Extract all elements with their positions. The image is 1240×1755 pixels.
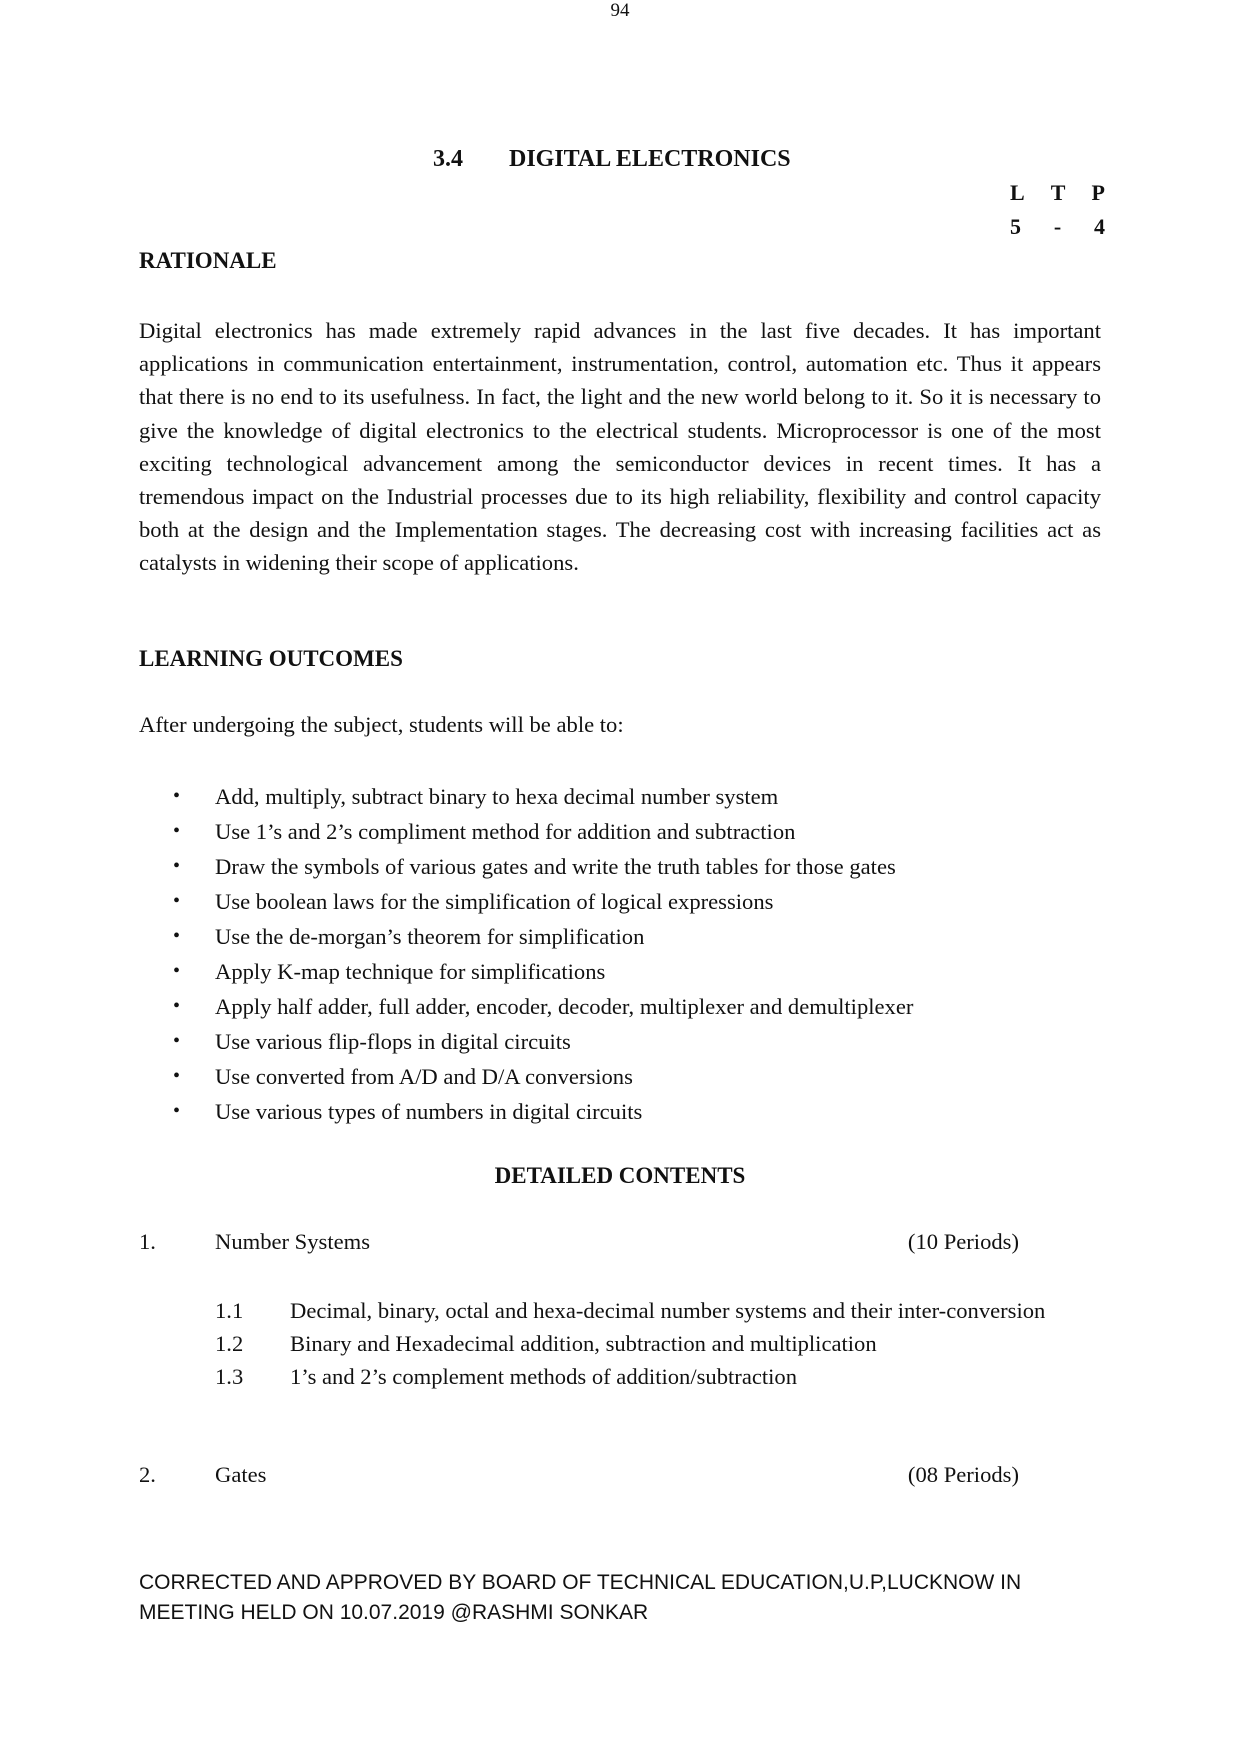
footer-note [139,1568,1099,1628]
bullet-icon: • [173,1065,181,1087]
outcome-text: Use converted from A/D and D/A conversions [215,1064,633,1089]
learning-outcomes-intro: After undergoing the subject, students will be able to: [139,712,624,737]
ltp-value-p: 4 [1093,214,1105,239]
ltp-header-l: L [1010,180,1025,205]
unit-number: 2. [139,1462,156,1487]
list-item [139,849,1101,884]
list-item [139,919,1101,954]
subtopic-number: 1.1 [215,1298,244,1323]
bullet-icon: • [173,960,181,982]
list-item [139,989,1101,1024]
bullet-icon: • [173,1030,181,1052]
subtopic-text: 1’s and 2’s complement methods of addition/subtraction [290,1364,798,1390]
page-number: 94 [610,0,630,21]
subtopic-text: Binary and Hexadecimal addition, subtraction and multiplication [290,1331,877,1357]
unit-row [139,1462,1019,1488]
footer-line-1: CORRECTED AND APPROVED BY BOARD OF TECHNICAL EDUCATION,U.P,LUCKNOW IN [139,1571,1022,1594]
list-item [215,1294,1101,1327]
list-item [139,814,1101,849]
ltp-header-p: P [1091,180,1105,205]
outcome-text: Apply half adder, full adder, encoder, decoder, multiplexer and demultiplexer [215,994,914,1019]
unit-title: Gates [215,1462,267,1487]
outcome-text: Add, multiply, subtract binary to hexa decimal number system [215,784,779,809]
section-title-text: DIGITAL ELECTRONICS [509,146,791,172]
outcome-text: Use various flip-flops in digital circuits [215,1029,571,1054]
list-item [139,954,1101,989]
list-item [139,884,1101,919]
rationale-heading: RATIONALE [139,248,277,273]
outcome-text: Draw the symbols of various gates and write the truth tables for those gates [215,854,896,879]
section-number: 3.4 [433,146,463,172]
outcome-text: Use 1’s and 2’s compliment method for addition and subtraction [215,819,796,844]
outcome-text: Use various types of numbers in digital circuits [215,1099,643,1124]
subtopic-list [215,1294,1101,1394]
ltp-headers [1010,180,1105,206]
bullet-icon: • [173,1100,181,1122]
bullet-icon: • [173,890,181,912]
bullet-icon: • [173,820,181,842]
ltp-header-t: T [1050,180,1066,205]
outcome-text: Use boolean laws for the simplification of logical expressions [215,889,774,914]
subtopic-number: 1.3 [215,1364,244,1390]
rationale-paragraph: Digital electronics has made extremely rapid advances in the last five decades. It has important applications in communication entertainment, instrumentation, control, automation etc. Thus it appears that there is no end to its usefulness. In fact, the light and the new world belong to it. So it is necessary to give the knowledge of digital electronics to the electrical students. Microprocessor is one of the most exciting technological advancement among the semiconductor devices in recent times. It has a tremendous impact on the Industrial processes due to its high reliability, flexibility and control capacity both at the design and the Implementation stages. The decreasing cost with increasing facilities act as catalysts in widening their scope of applications. [139,318,1101,576]
ltp-values [1010,214,1105,240]
bullet-icon: • [173,995,181,1017]
outcome-text: Apply K-map technique for simplifications [215,959,606,984]
subtopic-text: Decimal, binary, octal and hexa-decimal number systems and their inter-conversion [290,1298,1046,1323]
unit-periods: (08 Periods) [907,1462,1019,1487]
list-item [215,1327,1101,1360]
subtopic-number: 1.2 [215,1331,244,1357]
ltp-value-t: - [1053,214,1062,239]
unit-number: 1. [139,1229,156,1254]
list-item [215,1360,1101,1393]
bullet-icon: • [173,925,181,947]
list-item [139,1094,1101,1129]
learning-outcomes-heading: LEARNING OUTCOMES [139,646,403,671]
unit-title: Number Systems [215,1229,371,1254]
list-item [139,1024,1101,1059]
list-item [139,1059,1101,1094]
bullet-icon: • [173,785,181,807]
bullet-icon: • [173,855,181,877]
unit-periods: (10 Periods) [907,1229,1019,1254]
list-item [139,779,1101,814]
unit-row [139,1229,1019,1255]
learning-outcomes-list [139,779,1101,1129]
outcome-text: Use the de-morgan’s theorem for simplification [215,924,645,949]
section-title [433,146,791,173]
ltp-value-l: 5 [1010,214,1021,239]
footer-line-2: MEETING HELD ON 10.07.2019 @RASHMI SONKAR [139,1601,649,1624]
detailed-contents-heading: DETAILED CONTENTS [494,1163,746,1188]
